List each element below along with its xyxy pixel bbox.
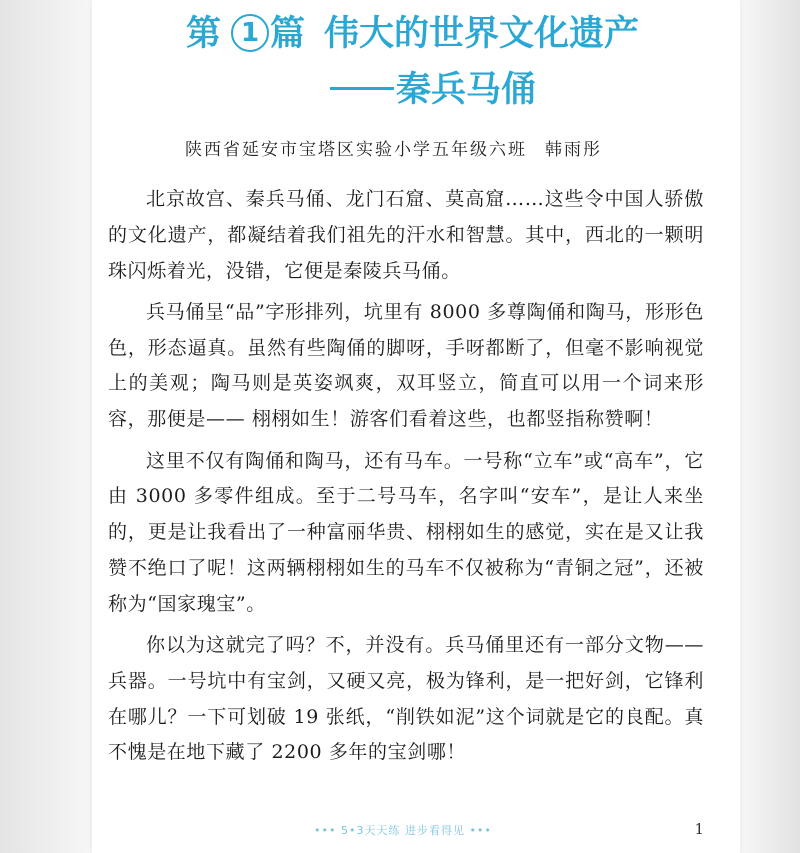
essay-body: [108, 182, 704, 777]
paragraph-1: 北京故宫、秦兵马俑、龙门石窟、莫高窟……这些令中国人骄傲的文化遗产，都凝结着我们祖先的汗水和智慧。其中，西北的一颗明珠闪烁着光，没错，它便是秦陵兵马俑。: [108, 188, 704, 282]
chapter-subtitle: [330, 62, 536, 118]
chapter-suffix: 篇: [270, 14, 306, 54]
subtitle-text: 秦兵马俑: [396, 70, 537, 110]
page-footer: [92, 818, 740, 842]
chapter-title: [92, 4, 740, 64]
chapter-main-title: 伟大的世界文化遗产: [324, 14, 640, 54]
author-line: [185, 138, 602, 162]
footer-slogan: ••• 5•3天天练 进步看得见 •••: [314, 824, 492, 837]
document-page: [92, 0, 740, 853]
chapter-number-badge: 1: [231, 14, 269, 52]
paragraph-4: 你以为这就完了吗？不，并没有。兵马俑里还有一部分文物——兵器。一号坑中有宝剑，又硬又亮，极为锋利，是一把好剑，它锋利在哪儿？一下可划破 19 张纸，“削铁如泥”这个词就是它的良配。真不愧是在地下藏了 2200 多年的宝剑哪！: [108, 634, 704, 764]
chapter-prefix: 第: [186, 14, 222, 54]
author-name: 韩雨彤: [545, 140, 602, 160]
page-edge-right: [740, 0, 800, 853]
subtitle-dash: [330, 87, 394, 90]
page-edge-left: [0, 0, 92, 853]
page-number: 1: [694, 820, 704, 838]
paragraph-2: 兵马俑呈“品”字形排列，坑里有 8000 多尊陶俑和陶马，形形色色，形态逼真。虽然有些陶俑的脚呀，手呀都断了，但毫不影响视觉上的美观；陶马则是英姿飒爽，双耳竖立，简直可以用一个词来形容，那便是—— 栩栩如生！游客们看着这些，也都竖指称赞啊！: [108, 300, 704, 431]
author-school: 陕西省延安市宝塔区实验小学五年级六班: [185, 140, 527, 160]
paragraph-3: 这里不仅有陶俑和陶马，还有马车。一号称“立车”或“高车”，它由 3000 多零件组成。至于二号马车，名字叫“安车”，是让人来坐的，更是让我看出了一种富丽华贵、栩栩如生的感觉，实在是又让我赞不绝口了呢！这两辆栩栩如生的马车不仅被称为“青铜之冠”，还被称为“国家瑰宝”。: [108, 449, 704, 615]
